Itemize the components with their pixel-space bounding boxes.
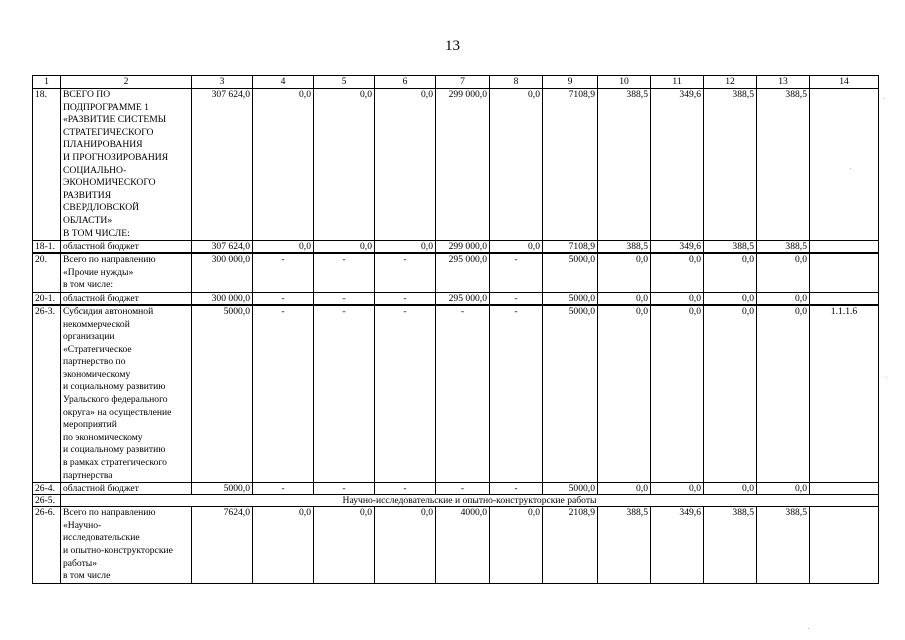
row-number: 18-1.	[33, 241, 61, 254]
column-header: 9	[543, 76, 598, 89]
row-name: Всего по направлению «Прочие нужды» в том числе:	[61, 253, 192, 292]
table-row	[33, 253, 879, 292]
cell-col-5: 0,0	[314, 89, 375, 241]
cell-col-13: 0,0	[757, 292, 810, 305]
cell-col-10: 0,0	[598, 253, 651, 292]
cell-col-6: -	[375, 253, 436, 292]
cell-col-9: 5000,0	[543, 292, 598, 305]
cell-col-11: 349,6	[651, 89, 704, 241]
table-body	[33, 76, 879, 584]
cell-col-13: 0,0	[757, 253, 810, 292]
column-header: 4	[253, 76, 314, 89]
cell-col-6: -	[375, 305, 436, 483]
cell-col-14	[810, 241, 879, 254]
cell-col-12: 0,0	[704, 253, 757, 292]
cell-col-9: 7108,9	[543, 89, 598, 241]
cell-col-7: 299 000,0	[436, 89, 490, 241]
row-number: 20.	[33, 253, 61, 292]
cell-col-8: -	[490, 483, 543, 495]
cell-col-10: 0,0	[598, 292, 651, 305]
cell-col-4: -	[253, 483, 314, 495]
cell-col-8: -	[490, 305, 543, 483]
cell-col-12: 388,5	[704, 89, 757, 241]
cell-col-4: -	[253, 292, 314, 305]
cell-col-14	[810, 507, 879, 584]
cell-col-3: 300 000,0	[192, 253, 253, 292]
cell-col-8: 0,0	[490, 241, 543, 254]
cell-col-11: 0,0	[651, 292, 704, 305]
cell-col-3: 307 624,0	[192, 241, 253, 254]
cell-col-5: 0,0	[314, 241, 375, 254]
cell-col-3: 307 624,0	[192, 89, 253, 241]
table-row	[33, 305, 879, 483]
cell-col-12: 0,0	[704, 305, 757, 483]
cell-col-4: 0,0	[253, 507, 314, 584]
table-row	[33, 292, 879, 305]
column-header: 7	[436, 76, 490, 89]
cell-col-11: 349,6	[651, 241, 704, 254]
cell-col-3: 5000,0	[192, 305, 253, 483]
cell-col-8: -	[490, 292, 543, 305]
cell-col-10: 0,0	[598, 305, 651, 483]
row-number: 26-6.	[33, 507, 61, 584]
row-name: ВСЕГО ПО ПОДПРОГРАММЕ 1 «РАЗВИТИЕ СИСТЕМЫ СТРАТЕГИЧЕСКОГО ПЛАНИРОВАНИЯ И ПРОГНОЗИРОВАНИЯ СОЦИАЛЬНО- ЭКОНОМИЧЕСКОГО РАЗВИТИЯ СВЕРДЛОВСКОЙ ОБЛАСТИ» В ТОМ ЧИСЛЕ:	[61, 89, 192, 241]
cell-col-7: 4000,0	[436, 507, 490, 584]
cell-col-6: -	[375, 483, 436, 495]
cell-col-13: 388,5	[757, 89, 810, 241]
row-name: Субсидия автономной некоммерческой организации «Стратегическое партнерство по экономическому и социальному развитию Уральского федерального округа» на осуществление мероприятий по экономическому и социальному развитию в рамках стратегического партнерства	[61, 305, 192, 483]
cell-col-3: 5000,0	[192, 483, 253, 495]
cell-col-9: 5000,0	[543, 483, 598, 495]
budget-table	[32, 75, 879, 584]
cell-col-11: 0,0	[651, 305, 704, 483]
row-number: 26-4.	[33, 483, 61, 495]
cell-col-5: -	[314, 253, 375, 292]
cell-col-10: 388,5	[598, 241, 651, 254]
cell-col-5: -	[314, 292, 375, 305]
cell-col-8: 0,0	[490, 507, 543, 584]
table-row	[33, 483, 879, 495]
cell-col-13: 0,0	[757, 483, 810, 495]
cell-col-9: 2108,9	[543, 507, 598, 584]
row-number: 20-1.	[33, 292, 61, 305]
column-header-row	[33, 76, 879, 89]
column-header: 1	[33, 76, 61, 89]
cell-col-14	[810, 89, 879, 241]
cell-col-12: 0,0	[704, 483, 757, 495]
cell-col-5: -	[314, 305, 375, 483]
cell-col-10: 388,5	[598, 507, 651, 584]
cell-col-14	[810, 483, 879, 495]
cell-col-6: 0,0	[375, 241, 436, 254]
column-header: 3	[192, 76, 253, 89]
column-header: 8	[490, 76, 543, 89]
cell-col-7: 299 000,0	[436, 241, 490, 254]
cell-col-7: 295 000,0	[436, 292, 490, 305]
row-number: 26-5.	[33, 495, 61, 507]
cell-col-14: 1.1.1.6	[810, 305, 879, 483]
cell-col-5: -	[314, 483, 375, 495]
column-header: 2	[61, 76, 192, 89]
cell-col-7: 295 000,0	[436, 253, 490, 292]
cell-col-4: 0,0	[253, 89, 314, 241]
cell-col-11: 0,0	[651, 483, 704, 495]
cell-col-12: 0,0	[704, 292, 757, 305]
cell-col-13: 388,5	[757, 507, 810, 584]
column-header: 12	[704, 76, 757, 89]
column-header: 14	[810, 76, 879, 89]
cell-col-9: 5000,0	[543, 253, 598, 292]
cell-col-8: -	[490, 253, 543, 292]
cell-col-8: 0,0	[490, 89, 543, 241]
cell-col-13: 388,5	[757, 241, 810, 254]
cell-col-9: 5000,0	[543, 305, 598, 483]
cell-col-7: -	[436, 305, 490, 483]
row-number: 18.	[33, 89, 61, 241]
cell-col-7: -	[436, 483, 490, 495]
cell-col-6: 0,0	[375, 89, 436, 241]
row-name: областной бюджет	[61, 483, 192, 495]
cell-col-11: 349,6	[651, 507, 704, 584]
column-header: 13	[757, 76, 810, 89]
cell-col-12: 388,5	[704, 241, 757, 254]
column-header: 10	[598, 76, 651, 89]
row-name: областной бюджет	[61, 241, 192, 254]
cell-col-3: 7624,0	[192, 507, 253, 584]
row-name: областной бюджет	[61, 292, 192, 305]
row-number: 26-3.	[33, 305, 61, 483]
cell-col-10: 0,0	[598, 483, 651, 495]
cell-col-3: 300 000,0	[192, 292, 253, 305]
cell-col-6: -	[375, 292, 436, 305]
cell-col-14	[810, 292, 879, 305]
column-header: 11	[651, 76, 704, 89]
row-name: Всего по направлению «Научно- исследовательские и опытно-конструкторские работы» в том числе	[61, 507, 192, 584]
cell-col-11: 0,0	[651, 253, 704, 292]
cell-col-9: 7108,9	[543, 241, 598, 254]
cell-col-4: 0,0	[253, 241, 314, 254]
table-row	[33, 241, 879, 254]
cell-col-4: -	[253, 253, 314, 292]
cell-col-10: 388,5	[598, 89, 651, 241]
section-title: Научно-исследовательские и опытно-конструкторские работы	[61, 495, 879, 507]
cell-col-5: 0,0	[314, 507, 375, 584]
section-heading-row	[33, 495, 879, 507]
cell-col-12: 388,5	[704, 507, 757, 584]
page-number: 13	[445, 38, 460, 54]
table-row	[33, 507, 879, 584]
column-header: 5	[314, 76, 375, 89]
cell-col-4: -	[253, 305, 314, 483]
table-row	[33, 89, 879, 241]
column-header: 6	[375, 76, 436, 89]
cell-col-6: 0,0	[375, 507, 436, 584]
cell-col-14	[810, 253, 879, 292]
cell-col-13: 0,0	[757, 305, 810, 483]
